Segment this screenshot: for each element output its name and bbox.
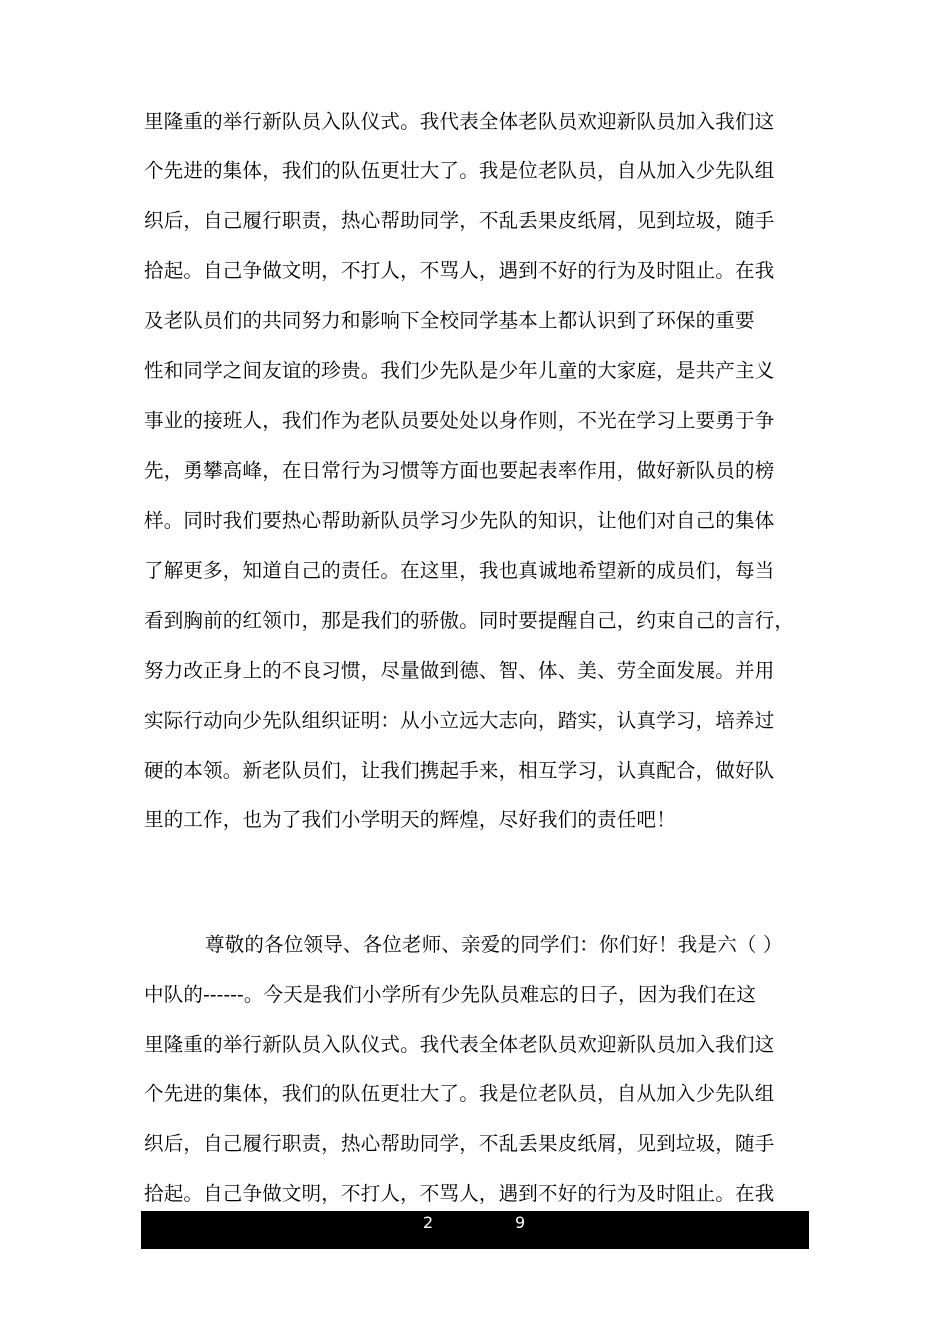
text-line: 拾起。自己争做文明，不打人，不骂人，遇到不好的行为及时阻止。在我 [144, 1182, 775, 1205]
text-line: 努力改正身上的不良习惯，尽量做到德、智、体、美、劳全面发展。并用 [144, 659, 775, 682]
text-line: 织后，自己履行职责，热心帮助同学，不乱丢果皮纸屑，见到垃圾，随手 [144, 209, 775, 232]
text-line: 硬的本领。新老队员们，让我们携起手来，相互学习，认真配合，做好队 [144, 759, 775, 782]
text-line: 里隆重的举行新队员入队仪式。我代表全体老队员欢迎新队员加入我们这 [144, 1033, 775, 1056]
text-line: 先，勇攀高峰，在日常行为习惯等方面也要起表率作用，做好新队员的榜 [144, 459, 775, 482]
text-line: 性和同学之间友谊的珍贵。我们少先队是少年儿童的大家庭，是共产主义 [144, 359, 775, 382]
text-line: 样。同时我们要热心帮助新队员学习少先队的知识，让他们对自己的集体 [144, 509, 775, 532]
text-line: 拾起。自己争做文明，不打人，不骂人，遇到不好的行为及时阻止。在我 [144, 259, 775, 282]
text-line: 及老队员们的共同努力和影响下全校同学基本上都认识到了环保的重要 [144, 309, 755, 332]
text-line: 实际行动向少先队组织证明：从小立远大志向，踏实，认真学习，培养过 [144, 709, 775, 732]
text-line: 里隆重的举行新队员入队仪式。我代表全体老队员欢迎新队员加入我们这 [144, 110, 775, 133]
text-line: 里的工作，也为了我们小学明天的辉煌，尽好我们的责任吧！ [144, 808, 676, 831]
text-line: 尊敬的各位领导、各位老师、亲爱的同学们：你们好！我是六（ ） [205, 933, 783, 956]
page-footer-bar [141, 1211, 809, 1249]
text-line: 了解更多，知道自己的责任。在这里，我也真诚地希望新的成员们，每当 [144, 559, 775, 582]
text-line: 织后，自己履行职责，热心帮助同学，不乱丢果皮纸屑，见到垃圾，随手 [144, 1132, 775, 1155]
text-line: 个先进的集体，我们的队伍更壮大了。我是位老队员，自从加入少先队组 [144, 1082, 775, 1105]
page-number-total: 9 [515, 1213, 526, 1232]
text-line: 事业的接班人，我们作为老队员要处处以身作则，不光在学习上要勇于争 [144, 409, 775, 432]
text-line: 中队的------。今天是我们小学所有少先队员难忘的日子，因为我们在这 [144, 983, 757, 1006]
page-number-current: 2 [423, 1213, 434, 1232]
text-line: 个先进的集体，我们的队伍更壮大了。我是位老队员，自从加入少先队组 [144, 159, 775, 182]
text-line: 看到胸前的红领巾，那是我们的骄傲。同时要提醒自己，约束自己的言行， [144, 609, 795, 632]
